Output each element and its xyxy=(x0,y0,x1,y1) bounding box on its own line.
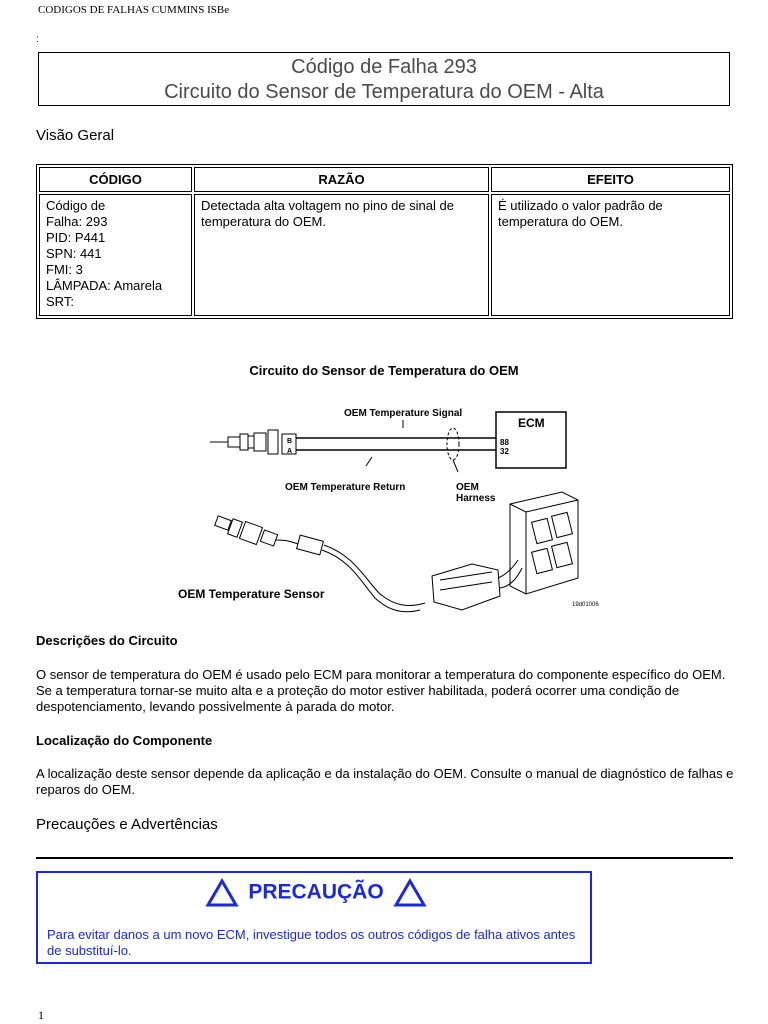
title-line-1: Código de Falha 293 xyxy=(291,56,477,78)
cell-codigo xyxy=(39,194,192,316)
circuit-description-text: O sensor de temperatura do OEM é usado pelo ECM para monitorar a temperatura do componente específico do OEM. Se a temperatura tornar-se muito alta e a proteção do motor estiver habilitada, poderá ocorrer uma condição de despotenciamento, levando possivelmente à parada do motor. xyxy=(36,667,726,714)
component-location-text: A localização deste sensor depende da aplicação e da instalação do OEM. Consulte o manual de diagnóstico de falhas e reparos do OEM. xyxy=(36,766,734,797)
title-line-2: Circuito do Sensor de Temperatura do OEM - Alta xyxy=(164,81,604,103)
precautions-heading: Precauções e Advertências xyxy=(36,816,218,833)
sensor-schematic-icon xyxy=(210,420,496,472)
codigo-line: LÂMPADA: Amarela xyxy=(46,278,163,293)
ecm-module-icon xyxy=(432,492,578,610)
column-header-efeito: EFEITO xyxy=(491,167,730,192)
codigo-line: SRT: xyxy=(46,294,74,309)
circuit-diagram xyxy=(178,400,600,615)
pin-88-label: 88 xyxy=(500,438,509,447)
fault-code-table xyxy=(36,164,733,319)
ecm-label: ECM xyxy=(518,416,545,430)
pin-32-label: 32 xyxy=(500,447,509,456)
label-oem: OEM xyxy=(456,482,479,493)
label-oem-temperature-signal: OEM Temperature Signal xyxy=(344,408,463,419)
page-number: 1 xyxy=(38,1008,44,1022)
document-header: CODIGOS DE FALHAS CUMMINS ISBe xyxy=(38,4,230,16)
codigo-line: PID: P441 xyxy=(46,230,106,245)
warning-triangle-icon xyxy=(206,879,238,907)
codigo-line: Código de xyxy=(46,198,106,213)
caution-box xyxy=(36,871,592,964)
stray-colon: : xyxy=(36,34,39,45)
figure-id-label: 19d01006 xyxy=(572,602,599,608)
column-header-razao: RAZÃO xyxy=(194,167,489,192)
figure-title: Circuito do Sensor de Temperatura do OEM xyxy=(249,363,519,378)
section-divider xyxy=(36,857,733,859)
caution-text: Para evitar danos a um novo ECM, investigue todos os outros códigos de falha ativos antes de substituí-lo. xyxy=(47,927,576,958)
label-oem-temperature-sensor: OEM Temperature Sensor xyxy=(178,587,325,601)
component-location-heading: Localização do Componente xyxy=(36,733,213,748)
table-header-row xyxy=(39,167,730,192)
circuit-description-heading: Descrições do Circuito xyxy=(36,633,178,648)
cell-efeito: É utilizado o valor padrão de temperatura do OEM. xyxy=(491,194,730,316)
caution-title: PRECAUÇÃO xyxy=(248,880,384,904)
label-oem-temperature-return: OEM Temperature Return xyxy=(285,482,406,493)
table-row xyxy=(39,194,730,316)
cell-razao: Detectada alta voltagem no pino de sinal de temperatura do OEM. xyxy=(194,194,489,316)
overview-heading: Visão Geral xyxy=(36,127,115,144)
warning-triangle-icon xyxy=(394,879,426,907)
label-harness: Harness xyxy=(456,493,496,504)
pin-b-label: B xyxy=(287,438,293,445)
column-header-codigo: CÓDIGO xyxy=(39,167,192,192)
title-box xyxy=(38,52,730,106)
codigo-line: FMI: 3 xyxy=(46,262,83,277)
caution-title-row xyxy=(38,879,594,907)
codigo-line: Falha: 293 xyxy=(46,214,108,229)
pin-a-label: A xyxy=(287,448,293,455)
codigo-line: SPN: 441 xyxy=(46,246,102,261)
